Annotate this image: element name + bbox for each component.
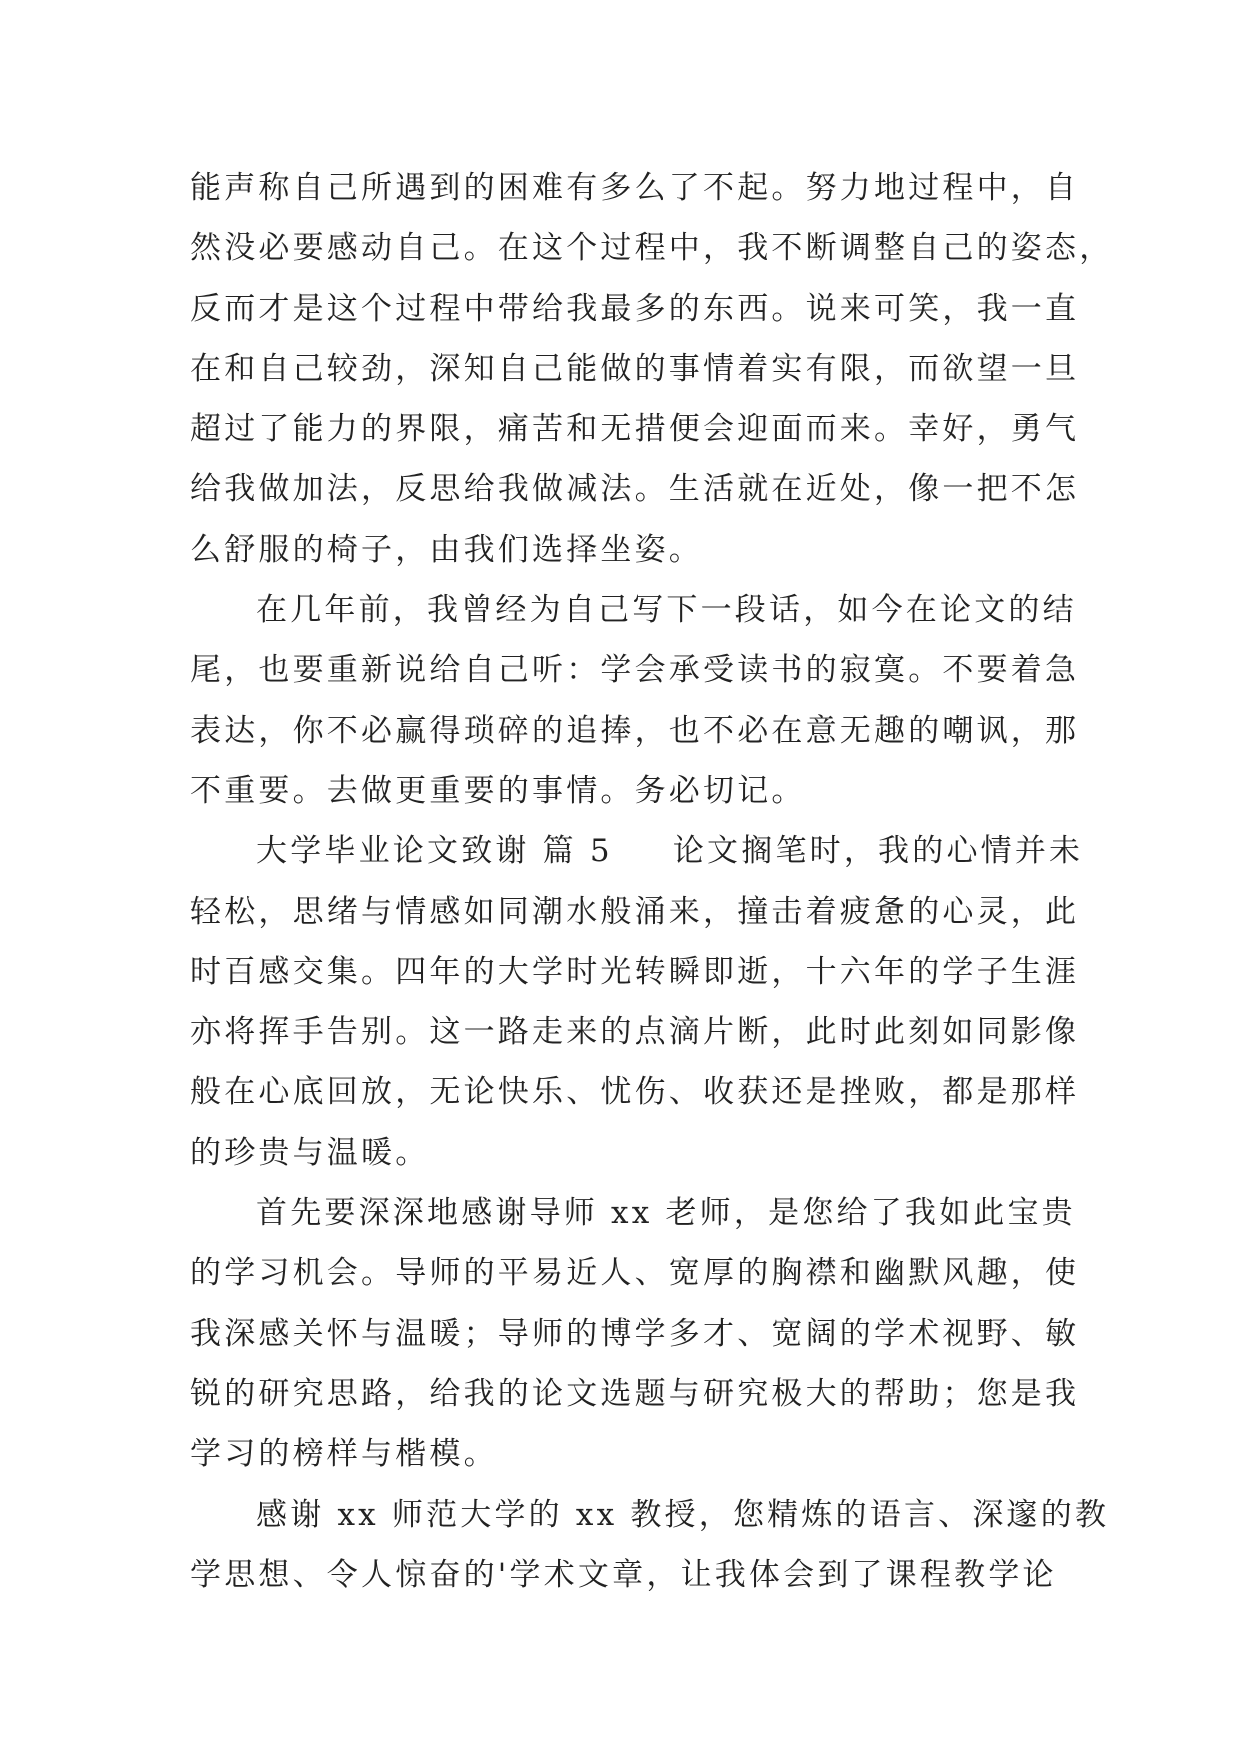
text-line: 然没必要感动自己。在这个过程中，我不断调整自己的姿态， <box>190 230 1114 267</box>
text-line: 反而才是这个过程中带给我最多的东西。说来可笑，我一直 <box>190 290 1080 327</box>
text-line: 首先要深深地感谢导师 xx 老师，是您给了我如此宝贵 <box>256 1195 1076 1232</box>
text-line: 给我做加法，反思给我做减法。生活就在近处，像一把不怎 <box>190 471 1080 508</box>
text-line: 我深感关怀与温暖；导师的博学多才、宽阔的学术视野、敏 <box>190 1315 1080 1352</box>
document-body <box>190 158 1114 1605</box>
text-line: 么舒服的椅子，由我们选择坐姿。 <box>190 531 703 568</box>
section-heading: 大学毕业论文致谢 篇 5 <box>256 833 613 870</box>
text-line: 感谢 xx 师范大学的 xx 教授，您精炼的语言、深邃的教 <box>256 1496 1110 1533</box>
text-line: 在和自己较劲，深知自己能做的事情着实有限，而欲望一旦 <box>190 350 1080 387</box>
text-line: 亦将挥手告别。这一路走来的点滴片断，此时此刻如同影像 <box>190 1014 1080 1051</box>
text-line: 超过了能力的界限，痛苦和无措便会迎面而来。幸好，勇气 <box>190 411 1080 448</box>
text-line: 时百感交集。四年的大学时光转瞬即逝，十六年的学子生涯 <box>190 953 1080 990</box>
text-line: 学习的榜样与楷模。 <box>190 1436 498 1473</box>
text-line: 般在心底回放，无论快乐、忧伤、收获还是挫败，都是那样 <box>190 1074 1080 1111</box>
text-line: 锐的研究思路，给我的论文选题与研究极大的帮助；您是我 <box>190 1375 1080 1412</box>
text-line: 的珍贵与温暖。 <box>190 1134 430 1171</box>
section-heading-line <box>190 821 1084 881</box>
text-line: 表达，你不必赢得琐碎的追捧，也不必在意无趣的嘲讽，那 <box>190 712 1080 749</box>
text-line: 论文搁笔时，我的心情并未 <box>672 833 1084 870</box>
text-line: 在几年前，我曾经为自己写下一段话，如今在论文的结 <box>256 592 1077 629</box>
text-line: 能声称自己所遇到的困难有多么了不起。努力地过程中，自 <box>190 170 1080 206</box>
text-line: 学思想、令人惊奋的'学术文章，让我体会到了课程教学论 <box>190 1556 1057 1593</box>
text-line: 轻松，思绪与情感如同潮水般涌来，撞击着疲惫的心灵，此 <box>190 893 1080 930</box>
text-line: 尾，也要重新说给自己听：学会承受读书的寂寞。不要着急 <box>190 652 1080 689</box>
text-line: 不重要。去做更重要的事情。务必切记。 <box>190 772 806 809</box>
text-line: 的学习机会。导师的平易近人、宽厚的胸襟和幽默风趣，使 <box>190 1255 1080 1292</box>
